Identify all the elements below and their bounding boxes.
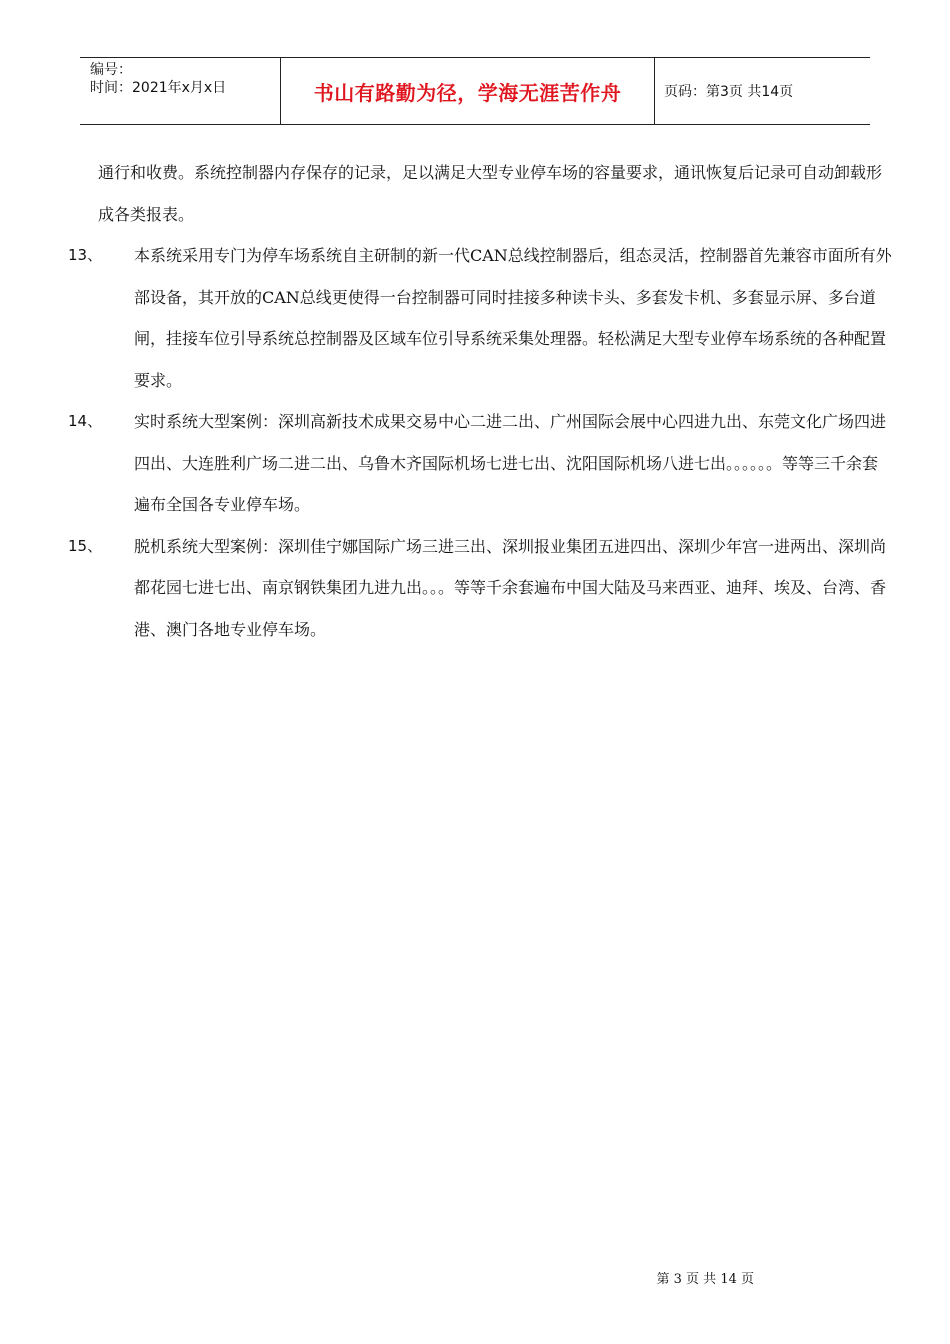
list-item — [68, 235, 892, 401]
list-item — [68, 401, 892, 526]
header-page-code: 页码：第3页 共14页 — [664, 84, 794, 100]
list-item-number: 14、 — [68, 412, 103, 430]
list-item-text: 脱机系统大型案例：深圳佳宁娜国际广场三进三出、深圳报业集团五进四出、深圳少年宫一进两出、深圳尚都花园七进七出、南京钢铁集团九进九出。。。等等千余套遍布中国大陆及马来西亚、迪拜、埃及、台湾、香港、澳门各地专业停车场。 — [134, 536, 887, 639]
list-item — [68, 526, 892, 651]
header-motto: 书山有路勤为径，学海无涯苦作舟 — [281, 58, 655, 124]
document-date: 时间：2021年x月x日 — [90, 80, 227, 96]
list-item-text: 本系统采用专门为停车场系统自主研制的新一代CAN总线控制器后，组态灵活，控制器首先兼容市面所有外部设备，其开放的CAN总线更使得一台控制器可同时挂接多种读卡头、多套发卡机、多套显示屏、多台道闸，挂接车位引导系统总控制器及区域车位引导系统采集处理器。轻松满足大型专业停车场系统的各种配置要求。 — [134, 246, 892, 390]
page-footer: 第 3 页 共 14 页 — [656, 1272, 754, 1287]
document-body — [68, 152, 892, 650]
list-item-text: 实时系统大型案例：深圳高新技术成果交易中心二进二出、广州国际会展中心四进九出、东莞文化广场四进四出、大连胜利广场二进二出、乌鲁木齐国际机场七进七出、沈阳国际机场八进七出。。。。。。等等三千余套遍布全国各专业停车场。 — [134, 412, 887, 514]
continuation-paragraph: 通行和收费。系统控制器内存保存的记录，足以满足大型专业停车场的容量要求，通讯恢复后记录可自动卸载形成各类报表。 — [98, 163, 883, 224]
list-item-number: 15、 — [68, 536, 103, 555]
document-number-label: 编号： — [90, 62, 132, 78]
header-meta-cell — [80, 58, 281, 124]
page-header — [80, 57, 870, 125]
list-item-number: 13、 — [68, 246, 103, 264]
